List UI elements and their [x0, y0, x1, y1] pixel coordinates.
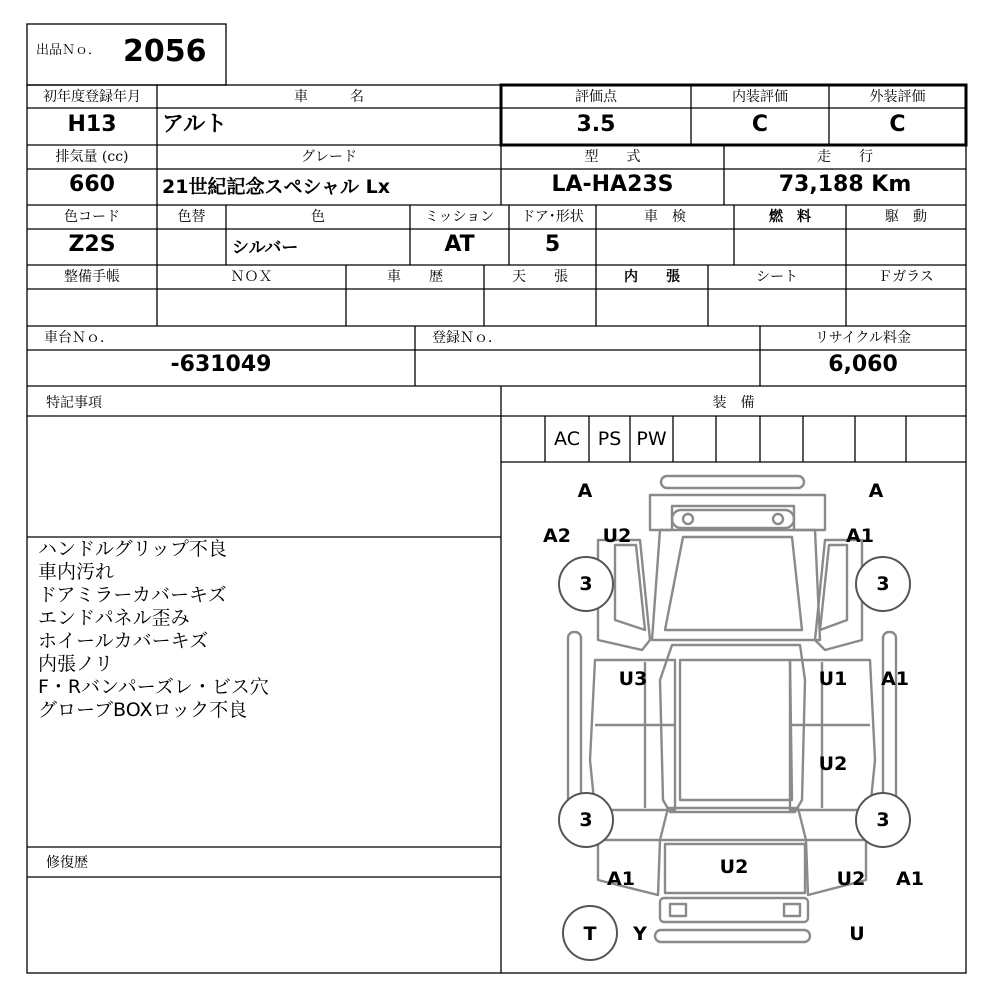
damage-mark-front-left: A: [577, 480, 593, 502]
color-code: Z2S: [68, 232, 116, 257]
mileage: 73,188 Km: [778, 172, 912, 197]
car-name-label: 車 名: [294, 89, 364, 105]
damage-mark-tire: T: [583, 923, 597, 945]
damage-mark-rear-u: U: [849, 923, 865, 945]
remark-line: ドアミラーカバーキズ: [38, 584, 227, 606]
damage-mark-door-left: U3: [618, 668, 648, 690]
recycle-fee-label: リサイクル料金: [814, 330, 912, 346]
equipment-item: PS: [597, 428, 622, 450]
front-glass-label: Ｆガラス: [878, 269, 934, 285]
vehicle-history-label: 車 歴: [387, 269, 443, 285]
mission: AT: [444, 232, 475, 257]
remark-line: 車内汚れ: [38, 561, 115, 583]
repair-history-label: 修復歴: [46, 855, 88, 871]
color: シルバー: [232, 238, 299, 258]
damage-mark-wheel-rl: 3: [579, 809, 593, 831]
interior-label: 内装評価: [732, 89, 788, 105]
remark-line: ハンドルグリップ不良: [38, 538, 227, 560]
door-label: ドア･形状: [521, 209, 584, 225]
equipment-item: [760, 418, 803, 460]
recycle-fee: 6,060: [828, 352, 898, 377]
chassis-number: -631049: [170, 352, 272, 377]
door-shape: 5: [544, 232, 561, 257]
interior-lining-label: 内 張: [624, 269, 680, 285]
score: 3.5: [576, 112, 616, 137]
damage-mark-fender-left-u: U2: [602, 525, 632, 547]
damage-mark-rear-door-right: U2: [818, 753, 848, 775]
damage-mark-fender-right: A1: [846, 525, 874, 547]
remark-line: エンドパネル歪み: [38, 607, 190, 629]
remark-line: ホイールカバーキズ: [38, 630, 209, 652]
lot-number-label: 出品Ｎｏ．: [36, 43, 102, 58]
displacement: 660: [69, 172, 115, 197]
model-label: 型 式: [584, 149, 641, 165]
exterior-grade: C: [889, 112, 906, 137]
damage-mark-fender-left-a: A2: [543, 525, 571, 547]
equipment-item: PW: [636, 428, 667, 450]
first-registration-label: 初年度登録年月: [43, 89, 141, 105]
mileage-label: 走 行: [817, 149, 873, 165]
damage-mark-wheel-fl: 3: [579, 573, 593, 595]
interior-grade: C: [751, 112, 769, 137]
damage-mark-door-right-a: A1: [881, 668, 909, 690]
damage-mark-rear-right-u: U2: [836, 868, 866, 890]
inspection-label: 車 検: [644, 209, 686, 225]
roof-lining-label: 天 張: [512, 269, 568, 285]
grade-label: グレード: [301, 149, 357, 165]
registration-number-label: 登録Ｎｏ．: [432, 330, 502, 346]
damage-mark-door-right-u: U1: [818, 668, 848, 690]
first-registration: H13: [67, 112, 117, 137]
repaint-label: 色替: [177, 209, 206, 225]
mission-label: ミッション: [424, 209, 495, 225]
equipment-item: [716, 418, 760, 460]
remark-line: 内張ノリ: [38, 653, 114, 675]
nox-label: ＮＯＸ: [230, 269, 273, 285]
lot-number: 2056: [123, 34, 207, 69]
fuel-label: 燃 料: [769, 209, 811, 225]
damage-mark-wheel-fr: 3: [876, 573, 890, 595]
equipment-item: [803, 418, 855, 460]
equipment-item: [855, 418, 906, 460]
score-label: 評価点: [575, 89, 617, 105]
remarks-label: 特記事項: [46, 395, 102, 411]
damage-mark-tailgate: U2: [719, 856, 749, 878]
damage-mark-rear-left-a: A1: [607, 868, 635, 890]
model: LA-HA23S: [551, 172, 674, 197]
grade: 21世紀記念スペシャル Lx: [162, 176, 391, 198]
drive-label: 駆 動: [885, 209, 927, 225]
remark-line: F・Rバンパーズレ・ビス穴: [38, 676, 269, 698]
equipment-item: [673, 418, 716, 460]
color-code-label: 色コード: [64, 209, 120, 225]
remark-line: グローブBOXロック不良: [38, 699, 248, 721]
chassis-number-label: 車台Ｎｏ．: [44, 330, 114, 346]
maintenance-book-label: 整備手帳: [64, 269, 120, 285]
equipment-item: AC: [554, 428, 580, 450]
damage-mark-wheel-rr: 3: [876, 809, 890, 831]
damage-mark-front-right: A: [868, 480, 884, 502]
color-label: 色: [311, 209, 325, 225]
car-name: アルト: [162, 112, 228, 137]
damage-mark-rear-right-a: A1: [896, 868, 924, 890]
damage-mark-rear-y: Y: [633, 923, 647, 945]
equipment-label: 装 備: [712, 395, 755, 411]
exterior-label: 外装評価: [869, 89, 926, 105]
displacement-label: 排気量 (cc): [55, 149, 129, 165]
seat-label: シート: [756, 269, 798, 285]
